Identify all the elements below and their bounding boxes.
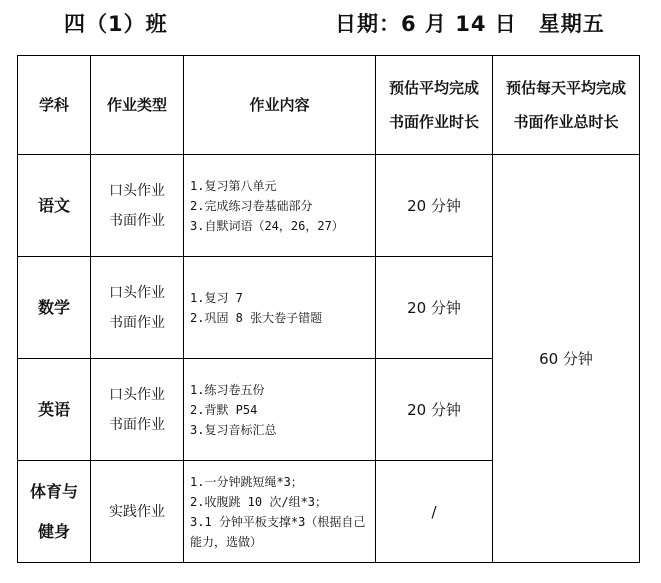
class-title: 四（1）班 (64, 12, 168, 36)
column-header-total-time: 预估每天平均完成 书面作业总时长 (493, 56, 640, 155)
column-header-content: 作业内容 (184, 56, 376, 155)
content-cell: 1.复习第八单元 2.完成练习卷基础部分 3.自默词语（24，26，27） (184, 155, 376, 257)
time-cell: 20 分钟 (376, 359, 493, 461)
type-cell: 口头作业 书面作业 (91, 257, 184, 359)
subject-cell: 体育与 健身 (18, 461, 91, 563)
time-cell: 20 分钟 (376, 155, 493, 257)
homework-table (17, 55, 640, 563)
subject-cell: 数学 (18, 257, 91, 359)
type-cell: 口头作业 书面作业 (91, 359, 184, 461)
column-header-avg-time: 预估平均完成 书面作业时长 (376, 56, 493, 155)
column-header-subject: 学科 (18, 56, 91, 155)
content-cell: 1.练习卷五份 2.背默 P54 3.复习音标汇总 (184, 359, 376, 461)
subject-cell: 语文 (18, 155, 91, 257)
column-header-type: 作业类型 (91, 56, 184, 155)
time-cell: 20 分钟 (376, 257, 493, 359)
time-cell: / (376, 461, 493, 563)
content-cell: 1.一分钟跳短绳*3； 2.收腹跳 10 次/组*3； 3.1 分钟平板支撑*3（根据自己能力，选做） (184, 461, 376, 563)
subject-cell: 英语 (18, 359, 91, 461)
type-cell: 口头作业 书面作业 (91, 155, 184, 257)
table-row (18, 155, 640, 257)
content-cell: 1.复习 7 2.巩固 8 张大卷子错题 (184, 257, 376, 359)
type-cell: 实践作业 (91, 461, 184, 563)
date-text: 日期：6 月 14 日 星期五 (335, 12, 605, 36)
total-time-cell: 60 分钟 (493, 155, 640, 563)
